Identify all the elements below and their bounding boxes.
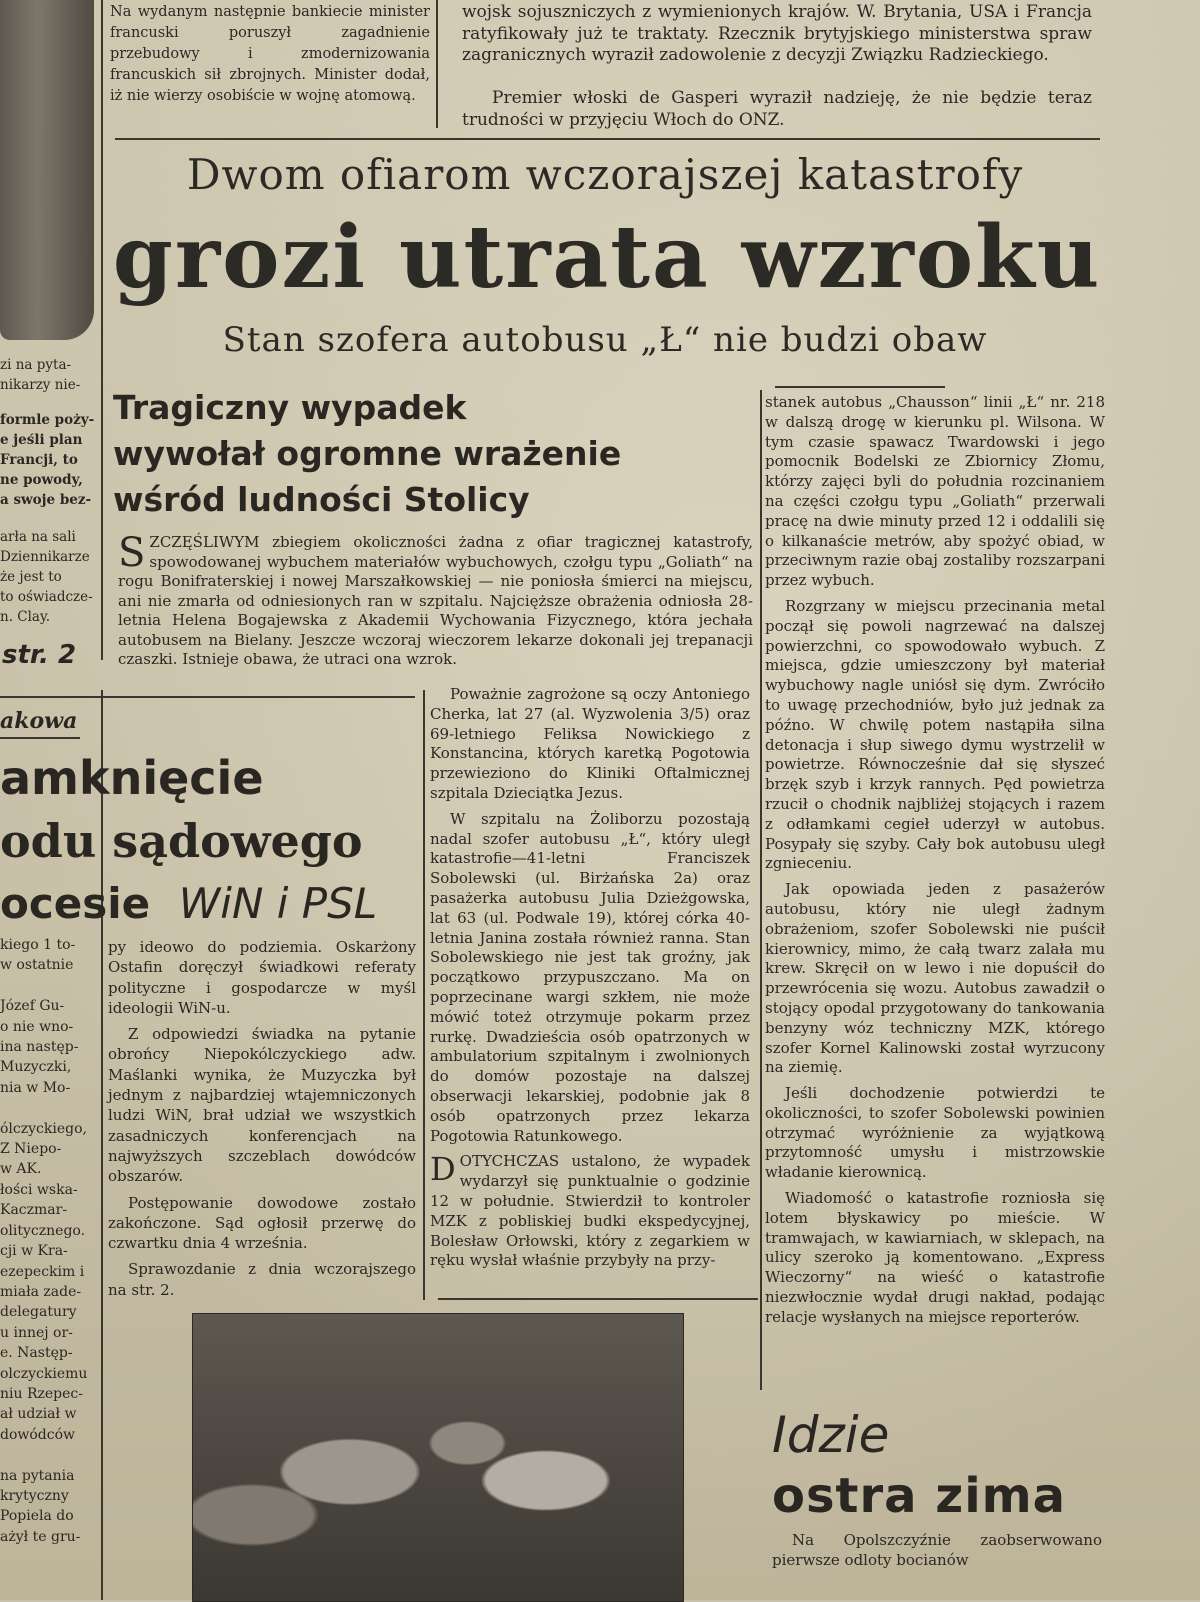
win-paragraph: Postępowanie dowodowe zostało zakończone. Sąd ogłosił przerwę do czwartku dnia 4 września. (108, 1193, 416, 1253)
fragment-line: e. Następ- (0, 1345, 73, 1362)
fragment-line: ina następ- (0, 1039, 79, 1056)
winter-headline-2: ostra zima (772, 1468, 1067, 1524)
fragment-line: ażył te gru- (0, 1528, 81, 1545)
article-paragraph-dropcap (430, 1152, 750, 1271)
fragment-line: nikarzy nie- (0, 377, 81, 393)
section-rule (0, 696, 415, 698)
win-headline-3a: ocesie (0, 879, 151, 928)
top-right-text-1: wojsk sojuszniczych z wymienionych krajów. W. Brytania, USA i Francja ratyfikowały już te traktaty. Rzecznik brytyjskiego ministerstwa spraw zagranicznych wyraził zadowolenie z decyzji Związku Radzieckiego. (462, 2, 1092, 65)
fragment-line: na pytania (0, 1467, 75, 1484)
article-lead-text: ZCZĘŚLIWYM zbiegiem okoliczności żadna z ofiar tragicznej katastrofy, spowodowanej wybuchem materiałów wybuchowych, czołgu typu „Goliath“ na rogu Bonifraterskiej i nowej Marszałkowskiej — nie poniosła śmierci na miejscu, ani nie zmarła od odniesionych ran w szpitalu. Najcięższe obrażenia odniosła 28-letnia Helena Bogajewska z Akademii Wychowania Fizycznego, która jechała autobusem na Bielany. Jeszcze wczoraj wieczorem lekarze dokonali jej trepanacji czaszki. Istnieje obawa, że utraci ona wzrok. (118, 533, 753, 668)
win-paragraph: Sprawozdanie z dnia wczorajszego na str. 2. (108, 1260, 416, 1299)
headline-deck: Stan szofera autobusu „Ł“ nie budzi obaw (222, 320, 988, 360)
page-reference: str. 2 (2, 640, 77, 670)
fragment-line: n. Clay. (0, 609, 51, 625)
article-right-column (765, 393, 1105, 1334)
headline-kicker: Dwom ofiarom wczorajszej katastrofy (186, 150, 1024, 199)
fragment-line (0, 1098, 98, 1118)
fragment-line: krytyczny (0, 1487, 69, 1504)
fragment-line (0, 1445, 98, 1465)
article-paragraph: Poważnie zagrożone są oczy Antoniego Cherka, lat 27 (al. Wyzwolenia 3/5) oraz 69-letniego Feliksa Nowickiego z Konstancina, których karetką Pogotowia przewieziono do Kliniki Oftalmicznej szpitala Dzieciątka Jezus. (430, 685, 750, 802)
article-paragraph: Jak opowiada jeden z pasażerów autobusu, który nie uległ żadnym obrażeniom, szofer Sobolewski nie puścił kierownicy, mimo, że całą twarz zalała mu krew. Skręcił on w lewo i nie dopuścił do przewrócenia się wozu. Autobus zawadził o stojący opodal przygotowany do tankowania benzyny wóz techniczny MZK, którego szofer Kornel Kalinowski został wyrzucony na ziemię. (765, 880, 1105, 1077)
fragment-line: zi na pyta- (0, 357, 72, 373)
win-headline-3 (0, 878, 377, 930)
fragment-line: arła na sali (0, 529, 76, 545)
article-paragraph: Jeśli dochodzenie potwierdzi te okoliczności, to szofer Sobolewski powinien otrzymać wyróżnienie za wyjątkową przytomność umysłu i mistrzowskie władanie kierownicą. (765, 1084, 1105, 1182)
left-fragment-a (0, 355, 100, 395)
winter-article (772, 1405, 1102, 1570)
top-center-text: Na wydanym następnie bankiecie minister francuski poruszył zagadnienie przebudowy i zmodernizowania francuskich sił zbrojnych. Minister dodał, iż nie wierzy osobiście w wojnę atomową. (110, 4, 430, 104)
fragment-line: niu Rzepec- (0, 1385, 83, 1402)
news-photo (192, 1313, 684, 1602)
fragment-line: Popiela do (0, 1508, 74, 1525)
fragment-line: łości wska- (0, 1181, 78, 1198)
fragment-line: u innej or- (0, 1324, 73, 1341)
section-rule (438, 1298, 758, 1300)
dropcap: D (430, 1150, 456, 1189)
subhead-line-3: wśród ludności Stolicy (113, 480, 530, 519)
fragment-line (0, 976, 98, 996)
win-paragraph: py ideowo do podziemia. Oskarżony Ostafin doręczył świadkowi referaty polityczne i gospodarcze w myśl ideologii WiN-u. (108, 938, 416, 1017)
win-paragraph: Z odpowiedzi świadka na pytanie obrońcy Niepokólczyckiego adw. Maślanki wynika, że Muzyczka był jednym z najbardziej wtajemniczonych ludzi WiN, brał udział we wszystkich zasadniczych konferencjach na najwyższych szczeblach dowódców obszarów. (108, 1025, 416, 1186)
article-paragraph: W szpitalu na Żoliborzu pozostają nadal szofer autobusu „Ł“, który uległ katastrofie—41-letni Franciszek Sobolewski (ul. Birżańska 2a) oraz pasażerka autobusu Julia Dzieżgowska, lat 63 (ul. Podwale 19), której córka 40-letnia Janina została również ranna. Stan Sobolewskiego nie jest tak groźny, jak początkowo przypuszczano. Ma on poprzecinane wargi szkłem, nie może mówić toteż otrzymuje pokarm przez rurkę. Dwadzieścia osób opatrzonych w ambulatorium szpitalnym i zwolnionych do domów pozostaje na dalszej obserwacji lekarskiej, podobnie jak 8 osób opatrzonych przez lekarza Pogotowia Ratunkowego. (430, 809, 750, 1145)
section-rule (775, 386, 945, 388)
win-headline-1: amknięcie (0, 751, 264, 805)
column-rule (101, 0, 103, 660)
fragment-line: o nie wno- (0, 1018, 74, 1035)
fragment-line: w ostatnie (0, 957, 74, 974)
fragment-line: ezepeckim i (0, 1263, 85, 1280)
subhead (113, 385, 753, 523)
winter-text: Na Opolszczyźnie zaobserwowano pierwsze odloty bocianów (772, 1531, 1102, 1569)
fragment-line: formle poży- (0, 412, 95, 428)
left-fragment-c (0, 527, 100, 627)
fragment-line: to oświadcze- (0, 589, 93, 605)
photo-figure-top-left (0, 0, 94, 340)
win-headline-2: odu sądowego (0, 814, 363, 868)
win-article (108, 937, 416, 1306)
article-paragraph-text: OTYCHCZAS ustalono, że wypadek wydarzył się punktualnie o godzinie 12 w południe. Stwierdził to kontroler MZK z pobliskiej budki ekspedycyjnej, Bolesław Orłowski, który z zegarkiem w ręku wysłał właśnie przybyły na przy- (430, 1152, 750, 1270)
column-rule (423, 690, 425, 1300)
fragment-line: dowódców (0, 1426, 76, 1443)
fragment-line: delegatury (0, 1304, 77, 1321)
fragment-line: Z Niepo- (0, 1141, 62, 1158)
fragment-line: nia w Mo- (0, 1079, 71, 1096)
winter-headline-1: Idzie (772, 1406, 890, 1464)
fragment-line: olitycznego. (0, 1222, 86, 1239)
section-tag-rule (0, 737, 80, 739)
subhead-line-2: wywołał ogromne wrażenie (113, 434, 622, 473)
section-tag: akowa (0, 708, 78, 734)
article-lead (118, 530, 753, 670)
headline-main: grozi utrata wzroku (112, 207, 1102, 308)
top-right-text-2: Premier włoski de Gasperi wyraził nadzieję, że nie będzie teraz trudności w przyjęciu Włoch do ONZ. (462, 88, 1092, 130)
column-rule (436, 0, 438, 128)
column-rule (760, 390, 762, 1390)
fragment-line: olczyckiemu (0, 1365, 88, 1382)
fragment-line: Józef Gu- (0, 998, 65, 1015)
fragment-line: Dziennikarze (0, 549, 90, 565)
left-fragment-b (0, 410, 100, 510)
fragment-line: ne powody, (0, 472, 83, 488)
fragment-line: Francji, to (0, 452, 78, 468)
dropcap: S (118, 530, 146, 576)
fragment-line: a swoje bez- (0, 492, 92, 508)
section-rule (115, 138, 1100, 140)
fragment-line: Muzyczki, (0, 1059, 72, 1076)
fragment-line: kiego 1 to- (0, 937, 76, 953)
article-paragraph: stanek autobus „Chausson“ linii „Ł“ nr. 218 w dalszą drogę w kierunku pl. Wilsona. W tym czasie spawacz Twardowski i jego pomocnik Bodelski ze Zbiornicy Złomu, którzy zajęci byli do południa rozcinaniem na części czołgu typu „Goliath“ przerwali pracę na dwie minuty przed 12 i oddalili się o kilkanaście metrów, aby spożyć obiad, w przeciwnym razie obaj zostaliby rozszarpani przez wybuch. (765, 393, 1105, 590)
fragment-line: że jest to (0, 569, 62, 585)
win-headline-3b: WiN i PSL (178, 879, 378, 928)
fragment-line: Kaczmar- (0, 1202, 68, 1219)
article-middle-column (430, 685, 750, 1271)
fragment-line: e jeśli plan (0, 432, 83, 448)
fragment-line: w AK. (0, 1161, 42, 1178)
subhead-line-1: Tragiczny wypadek (113, 388, 467, 427)
article-paragraph: Rozgrzany w miejscu przecinania metal począł się powoli nagrzewać na dalszej powierzchni, co spowodowało wybuch. Z miejsca, gdzie umieszczony był materiał wybuchowy nagle uniósł się dym. Zwróciło to uwagę przechodniów, było już jednak za późno. W chwilę potem nastąpiła silna detonacja i słup siwego dymu wystrzelił w powietrze. Równocześnie dał się słyszeć brzęk szyb i krzyk rannych. Pęd powietrza rzucił o chodnik najbliżej stojących i razem z odłamkami cegieł uderzył w autobus. Posypały się szyby. Cały bok autobusu uległ zgnieceniu. (765, 596, 1105, 873)
fragment-line: ólczyckiego, (0, 1120, 87, 1137)
article-paragraph: Wiadomość o katastrofie rozniosła się lotem błyskawicy po mieście. W tramwajach, w kawiarniach, w sklepach, na ulicy szeroko ją komentowano. „Express Wieczorny“ na wieść o katastrofie niezwłocznie wydał drugi nakład, podając relacje wysłanych na miejsce reporterów. (765, 1189, 1105, 1326)
win-left-fragments (0, 935, 98, 1547)
fragment-line: ał udział w (0, 1406, 77, 1423)
fragment-line: cji w Kra- (0, 1243, 68, 1260)
fragment-line: miała zade- (0, 1283, 82, 1300)
